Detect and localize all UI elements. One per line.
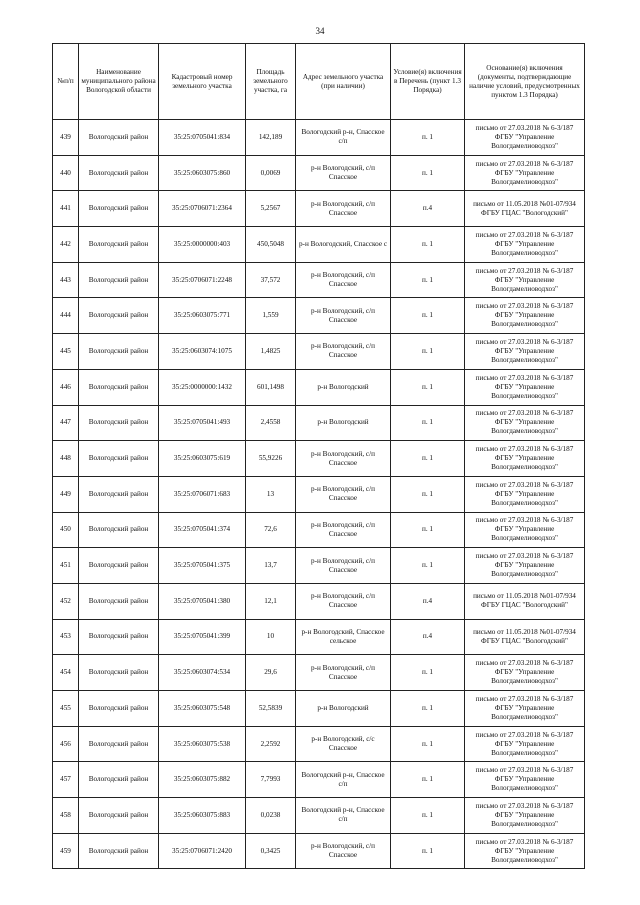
row-cadastral: 35:25:0705041:834 <box>159 120 246 156</box>
table-row <box>53 298 585 334</box>
row-area: 0,0069 <box>246 155 296 191</box>
row-address: р-н Вологодский, с/п Спасское <box>296 262 391 298</box>
row-cadastral: 35:25:0706071:2364 <box>159 191 246 227</box>
row-district: Вологодский район <box>79 298 159 334</box>
row-district: Вологодский район <box>79 476 159 512</box>
row-basis: письмо от 27.03.2018 № 6-3/187 ФГБУ "Управление Вологдамелиоводхоз" <box>465 655 585 691</box>
row-address: р-н Вологодский, с/п Спасское <box>296 512 391 548</box>
row-basis: письмо от 27.03.2018 № 6-3/187 ФГБУ "Управление Вологдамелиоводхоз" <box>465 120 585 156</box>
col-header-basis: Основание(я) включения (документы, подтверждающие наличие условий, предусмотренных пунктом 1.3 Порядка) <box>465 44 585 120</box>
row-condition: п. 1 <box>391 155 465 191</box>
row-condition: п. 1 <box>391 405 465 441</box>
row-area: 72,6 <box>246 512 296 548</box>
row-basis: письмо от 27.03.2018 № 6-3/187 ФГБУ "Управление Вологдамелиоводхоз" <box>465 798 585 834</box>
table-row <box>53 405 585 441</box>
table-row <box>53 691 585 727</box>
row-address: Вологодский р-н, Спасское с/п <box>296 120 391 156</box>
row-district: Вологодский район <box>79 619 159 655</box>
row-cadastral: 35:25:0603075:619 <box>159 441 246 477</box>
table-header-row <box>53 44 585 120</box>
row-area: 450,5048 <box>246 227 296 263</box>
row-basis: письмо от 27.03.2018 № 6-3/187 ФГБУ "Управление Вологдамелиоводхоз" <box>465 548 585 584</box>
row-condition: п. 1 <box>391 369 465 405</box>
row-district: Вологодский район <box>79 798 159 834</box>
row-area: 0,3425 <box>246 833 296 869</box>
row-address: р-н Вологодский, с/п Спасское <box>296 334 391 370</box>
row-basis: письмо от 27.03.2018 № 6-3/187 ФГБУ "Управление Вологдамелиоводхоз" <box>465 441 585 477</box>
row-number: 455 <box>53 691 79 727</box>
row-number: 458 <box>53 798 79 834</box>
row-cadastral: 35:25:0706071:2248 <box>159 262 246 298</box>
page-number: 34 <box>315 26 325 36</box>
row-address: р-н Вологодский, с/п Спасское <box>296 548 391 584</box>
row-basis: письмо от 27.03.2018 № 6-3/187 ФГБУ "Управление Вологдамелиоводхоз" <box>465 512 585 548</box>
row-address: р-н Вологодский, с/п Спасское <box>296 155 391 191</box>
row-number: 453 <box>53 619 79 655</box>
row-basis: письмо от 27.03.2018 № 6-3/187 ФГБУ "Управление Вологдамелиоводхоз" <box>465 833 585 869</box>
table-row <box>53 798 585 834</box>
row-condition: п. 1 <box>391 726 465 762</box>
row-address: р-н Вологодский, с/п Спасское <box>296 583 391 619</box>
row-basis: письмо от 11.05.2018 №01-07/934 ФГБУ ГЦАС "Вологодский" <box>465 619 585 655</box>
table-row <box>53 762 585 798</box>
row-area: 2,2592 <box>246 726 296 762</box>
row-cadastral: 35:25:0706071:2420 <box>159 833 246 869</box>
row-area: 55,9226 <box>246 441 296 477</box>
row-address: р-н Вологодский, с/с Спасское <box>296 726 391 762</box>
row-district: Вологодский район <box>79 155 159 191</box>
row-condition: п. 1 <box>391 833 465 869</box>
col-header-condition: Условие(я) включения в Перечень (пункт 1.3 Порядка) <box>391 44 465 120</box>
row-cadastral: 35:25:0603075:538 <box>159 726 246 762</box>
row-condition: п.4 <box>391 191 465 227</box>
table-row <box>53 583 585 619</box>
row-district: Вологодский район <box>79 369 159 405</box>
row-condition: п. 1 <box>391 548 465 584</box>
row-cadastral: 35:25:0706071:683 <box>159 476 246 512</box>
row-number: 456 <box>53 726 79 762</box>
row-basis: письмо от 27.03.2018 № 6-3/187 ФГБУ "Управление Вологдамелиоводхоз" <box>465 298 585 334</box>
row-district: Вологодский район <box>79 441 159 477</box>
table-row <box>53 120 585 156</box>
row-area: 142,189 <box>246 120 296 156</box>
row-cadastral: 35:25:0603075:548 <box>159 691 246 727</box>
row-district: Вологодский район <box>79 262 159 298</box>
row-district: Вологодский район <box>79 120 159 156</box>
row-cadastral: 35:25:0603075:882 <box>159 762 246 798</box>
row-area: 5,2567 <box>246 191 296 227</box>
row-basis: письмо от 27.03.2018 № 6-3/187 ФГБУ "Управление Вологдамелиоводхоз" <box>465 155 585 191</box>
row-district: Вологодский район <box>79 691 159 727</box>
table-row <box>53 155 585 191</box>
row-number: 457 <box>53 762 79 798</box>
row-address: р-н Вологодский, Спасское сельское <box>296 619 391 655</box>
row-district: Вологодский район <box>79 726 159 762</box>
row-address: р-н Вологодский <box>296 691 391 727</box>
land-plot-table <box>52 43 585 869</box>
row-address: р-н Вологодский, Спасское с <box>296 227 391 263</box>
row-cadastral: 35:25:0603075:883 <box>159 798 246 834</box>
row-condition: п.4 <box>391 583 465 619</box>
row-number: 451 <box>53 548 79 584</box>
row-condition: п. 1 <box>391 512 465 548</box>
row-number: 440 <box>53 155 79 191</box>
row-number: 444 <box>53 298 79 334</box>
row-number: 448 <box>53 441 79 477</box>
row-basis: письмо от 27.03.2018 № 6-3/187 ФГБУ "Управление Вологдамелиоводхоз" <box>465 762 585 798</box>
row-number: 452 <box>53 583 79 619</box>
row-area: 52,5839 <box>246 691 296 727</box>
row-district: Вологодский район <box>79 512 159 548</box>
row-address: р-н Вологодский <box>296 405 391 441</box>
row-district: Вологодский район <box>79 227 159 263</box>
row-number: 442 <box>53 227 79 263</box>
row-basis: письмо от 27.03.2018 № 6-3/187 ФГБУ "Управление Вологдамелиоводхоз" <box>465 262 585 298</box>
table-row <box>53 726 585 762</box>
row-number: 446 <box>53 369 79 405</box>
row-cadastral: 35:25:0705041:374 <box>159 512 246 548</box>
row-condition: п. 1 <box>391 120 465 156</box>
table-row <box>53 227 585 263</box>
row-area: 7,7993 <box>246 762 296 798</box>
table-row <box>53 655 585 691</box>
row-district: Вологодский район <box>79 762 159 798</box>
row-address: р-н Вологодский, с/п Спасское <box>296 298 391 334</box>
row-address: р-н Вологодский <box>296 369 391 405</box>
row-cadastral: 35:25:0603074:1075 <box>159 334 246 370</box>
row-number: 443 <box>53 262 79 298</box>
table-body <box>53 120 585 869</box>
row-district: Вологодский район <box>79 191 159 227</box>
row-area: 13,7 <box>246 548 296 584</box>
row-district: Вологодский район <box>79 655 159 691</box>
row-district: Вологодский район <box>79 405 159 441</box>
col-header-district: Наименование муниципального района Вологодской области <box>79 44 159 120</box>
table-row <box>53 191 585 227</box>
row-basis: письмо от 27.03.2018 № 6-3/187 ФГБУ "Управление Вологдамелиоводхоз" <box>465 726 585 762</box>
row-condition: п. 1 <box>391 227 465 263</box>
table-row <box>53 833 585 869</box>
table-row <box>53 334 585 370</box>
row-basis: письмо от 11.05.2018 №01-07/934 ФГБУ ГЦАС "Вологодский" <box>465 191 585 227</box>
row-number: 450 <box>53 512 79 548</box>
row-district: Вологодский район <box>79 548 159 584</box>
table-row <box>53 476 585 512</box>
row-cadastral: 35:25:0705041:493 <box>159 405 246 441</box>
row-basis: письмо от 27.03.2018 № 6-3/187 ФГБУ "Управление Вологдамелиоводхоз" <box>465 227 585 263</box>
row-cadastral: 35:25:0705041:380 <box>159 583 246 619</box>
row-number: 449 <box>53 476 79 512</box>
row-condition: п. 1 <box>391 441 465 477</box>
row-address: Вологодский р-н, Спасское с/п <box>296 762 391 798</box>
row-area: 0,0238 <box>246 798 296 834</box>
row-number: 447 <box>53 405 79 441</box>
row-basis: письмо от 27.03.2018 № 6-3/187 ФГБУ "Управление Вологдамелиоводхоз" <box>465 476 585 512</box>
row-address: р-н Вологодский, с/п Спасское <box>296 476 391 512</box>
row-address: р-н Вологодский, с/п Спасское <box>296 833 391 869</box>
row-area: 1,559 <box>246 298 296 334</box>
row-area: 37,572 <box>246 262 296 298</box>
row-number: 445 <box>53 334 79 370</box>
row-condition: п. 1 <box>391 762 465 798</box>
row-cadastral: 35:25:0000000:1432 <box>159 369 246 405</box>
row-condition: п. 1 <box>391 262 465 298</box>
row-condition: п. 1 <box>391 476 465 512</box>
row-cadastral: 35:25:0603075:860 <box>159 155 246 191</box>
row-basis: письмо от 27.03.2018 № 6-3/187 ФГБУ "Управление Вологдамелиоводхоз" <box>465 405 585 441</box>
row-area: 2,4558 <box>246 405 296 441</box>
row-area: 601,1498 <box>246 369 296 405</box>
row-cadastral: 35:25:0000000:403 <box>159 227 246 263</box>
col-header-area: Площадь земельного участка, га <box>246 44 296 120</box>
table-row <box>53 369 585 405</box>
row-district: Вологодский район <box>79 334 159 370</box>
table-row <box>53 512 585 548</box>
row-area: 10 <box>246 619 296 655</box>
row-basis: письмо от 27.03.2018 № 6-3/187 ФГБУ "Управление Вологдамелиоводхоз" <box>465 369 585 405</box>
row-number: 439 <box>53 120 79 156</box>
row-district: Вологодский район <box>79 583 159 619</box>
row-area: 29,6 <box>246 655 296 691</box>
row-address: р-н Вологодский, с/п Спасское <box>296 655 391 691</box>
table-row <box>53 619 585 655</box>
row-district: Вологодский район <box>79 833 159 869</box>
row-cadastral: 35:25:0705041:399 <box>159 619 246 655</box>
row-cadastral: 35:25:0603075:771 <box>159 298 246 334</box>
row-condition: п. 1 <box>391 798 465 834</box>
row-basis: письмо от 27.03.2018 № 6-3/187 ФГБУ "Управление Вологдамелиоводхоз" <box>465 691 585 727</box>
table-row <box>53 441 585 477</box>
table-row <box>53 548 585 584</box>
row-condition: п.4 <box>391 619 465 655</box>
col-header-cadastral: Кадастровый номер земельного участка <box>159 44 246 120</box>
row-cadastral: 35:25:0705041:375 <box>159 548 246 584</box>
row-condition: п. 1 <box>391 298 465 334</box>
table-row <box>53 262 585 298</box>
row-basis: письмо от 11.05.2018 №01-07/934 ФГБУ ГЦАС "Вологодский" <box>465 583 585 619</box>
row-address: р-н Вологодский, с/п Спасское <box>296 441 391 477</box>
row-address: р-н Вологодский, с/п Спасское <box>296 191 391 227</box>
row-address: Вологодский р-н, Спасское с/п <box>296 798 391 834</box>
row-condition: п. 1 <box>391 655 465 691</box>
row-area: 13 <box>246 476 296 512</box>
row-area: 12,1 <box>246 583 296 619</box>
col-header-address: Адрес земельного участка (при наличии) <box>296 44 391 120</box>
row-condition: п. 1 <box>391 691 465 727</box>
col-header-number: №п/п <box>53 44 79 120</box>
row-condition: п. 1 <box>391 334 465 370</box>
row-cadastral: 35:25:0603074:534 <box>159 655 246 691</box>
row-area: 1,4825 <box>246 334 296 370</box>
row-number: 441 <box>53 191 79 227</box>
row-number: 454 <box>53 655 79 691</box>
row-basis: письмо от 27.03.2018 № 6-3/187 ФГБУ "Управление Вологдамелиоводхоз" <box>465 334 585 370</box>
row-number: 459 <box>53 833 79 869</box>
